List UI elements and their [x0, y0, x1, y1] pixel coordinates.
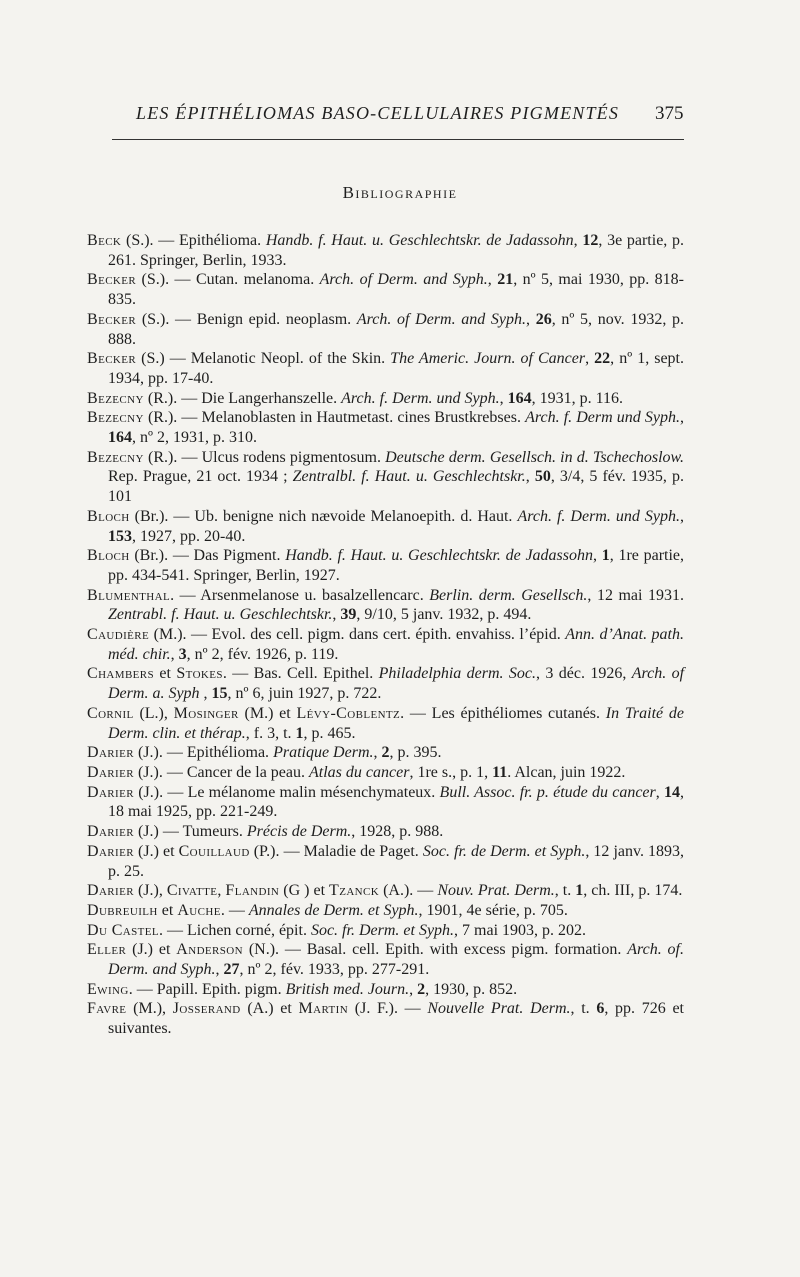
header-rule [112, 139, 684, 140]
bibliography-entry [87, 921, 684, 941]
entry-text: , [373, 744, 382, 762]
entry-text: , 3/4, 5 fév. 1935, p. 101 [108, 468, 685, 506]
entry-text: (G ) et [279, 882, 330, 900]
publication-title: Soc. fr. Derm. et Syph. [310, 921, 455, 939]
author-name: Bezecny [87, 389, 144, 407]
entry-text: , 18 mai 1925, pp. 221-249. [108, 783, 685, 821]
entry-text: , 1re s., p. 1, [409, 763, 493, 781]
author-name: Bezecny [87, 448, 144, 466]
publication-title: In Traité de Derm. clin. et thérap. [108, 704, 684, 742]
entry-text: , [573, 232, 583, 249]
entry-text: (R.). — Ulcus rodens pigmentosum. [143, 448, 386, 466]
author-name: Josserand [172, 1000, 241, 1018]
bibliography-entry [87, 389, 684, 409]
publication-title: Arch. f. Derm. und Syph. [341, 389, 500, 407]
entry-text: , [170, 645, 179, 663]
entry-text: (P.). — Maladie de Paget. [249, 842, 423, 860]
volume-number: 1 [575, 882, 584, 900]
publication-title: Philadelphia derm. Soc. [378, 665, 537, 683]
author-name: Anderson [176, 941, 243, 959]
entry-text: et [157, 901, 178, 919]
entry-text: , [199, 685, 212, 703]
bibliography-entry [87, 270, 684, 309]
entry-text: (J.) et [126, 941, 177, 959]
publication-title: Arch. of. Derm. and Syph. [108, 941, 685, 979]
bibliography-entry [87, 704, 684, 743]
publication-title: Zentralbl. f. Haut. u. Geschlechtskr. [292, 468, 526, 486]
bibliography-entry [87, 507, 684, 546]
entry-text: (J.). — Epithélioma. [133, 744, 274, 762]
entry-text: . — Lichen corné, épit. [159, 921, 311, 939]
entry-text: , 1901, 4e série, p. 705. [418, 901, 568, 919]
entry-text: . — [220, 901, 249, 919]
entry-text: , [487, 271, 498, 289]
publication-title: The Americ. Journ. of Cancer [390, 350, 586, 368]
author-name: Favre [87, 1000, 127, 1018]
publication-title: Handb. f. Haut. u. Geschlechtskr. de Jadassohn [285, 547, 594, 565]
author-name: Ewing [87, 980, 129, 998]
entry-text: , [332, 606, 341, 624]
bibliography-entry [87, 842, 684, 881]
author-name: Darier [87, 842, 134, 860]
author-name: Blumenthal [87, 586, 171, 604]
author-name: Beck [87, 232, 122, 249]
bibliography-entry [87, 546, 684, 585]
entry-text: , nº 2, fév. 1933, pp. 277-291. [239, 961, 430, 979]
author-name: Du Castel [87, 921, 159, 939]
entry-text: , 7 mai 1903, p. 202. [454, 921, 587, 939]
entry-text: , nº 2, 1931, p. 310. [132, 429, 257, 447]
entry-text: , [585, 350, 595, 368]
author-name: Darier [87, 763, 134, 781]
publication-title: Arch. of Derm. and Syph. [319, 271, 488, 289]
entry-text: , [525, 468, 535, 486]
author-name: Dubreuilh [87, 901, 158, 919]
author-name: Darier [87, 823, 134, 841]
running-header [0, 103, 800, 133]
publication-title: Arch. f. Derm. und Syph. [517, 507, 680, 525]
publication-title: Handb. f. Haut. u. Geschlechtskr. de Jadassohn [265, 232, 574, 249]
volume-number: 6 [596, 1000, 605, 1018]
entry-text: , [655, 783, 665, 801]
bibliography-entry [87, 586, 684, 625]
entry-text: , 3 déc. 1926, [536, 665, 632, 683]
volume-number: 14 [664, 783, 681, 801]
volume-number: 153 [108, 527, 132, 545]
entry-text: , 12 janv. 1893, p. 25. [108, 842, 685, 880]
publication-title: Arch. f. Derm und Syph. [525, 409, 680, 427]
bibliography-entry [87, 743, 684, 763]
publication-title: Précis de Derm. [246, 823, 352, 841]
entry-text: , [680, 409, 684, 427]
entry-text: , 9/10, 5 janv. 1932, p. 494. [356, 606, 532, 624]
entry-text: (Br.). — Ub. benigne nich nævoide Melanoepith. d. Haut. [129, 507, 518, 525]
entry-text: , [593, 547, 602, 565]
entry-text: , nº 6, juin 1927, p. 722. [227, 685, 382, 703]
bibliography-entry [87, 231, 684, 270]
volume-number: 15 [211, 685, 228, 703]
author-name: Lévy-Coblentz [296, 704, 401, 722]
publication-title: Deutsche derm. Gesellsch. in d. Tschechoslow. [385, 448, 685, 466]
author-name: Couillaud [178, 842, 250, 860]
entry-text: (J.) — Tumeurs. [133, 823, 247, 841]
publication-title: Pratique Derm. [273, 744, 374, 762]
section-title: Bibliographie [342, 183, 458, 202]
publication-title: Soc. fr. de Derm. et Syph. [422, 842, 586, 860]
entry-text: (R.). — Melanoblasten in Hautmetast. cines Brustkrebses. [143, 409, 526, 427]
entry-text: , 1re partie, pp. 434-541. Springer, Berlin, 1927. [108, 547, 685, 584]
entry-text: (L.), [133, 704, 174, 722]
volume-number: 39 [340, 606, 357, 624]
bibliography-entry [87, 310, 684, 349]
entry-text: (J.). — Le mélanome malin mésenchymateux. [133, 783, 440, 801]
entry-text: (S.). — Epithélioma. [121, 232, 266, 249]
author-name: Stokes [176, 665, 223, 683]
bibliography-entry [87, 783, 684, 822]
entry-text: (M.). — Evol. des cell. pigm. dans cert. épith. envahiss. l’épid. [149, 626, 566, 644]
entry-text: (J.). — Cancer de la peau. [133, 763, 310, 781]
publication-title: Atlas du cancer [309, 763, 410, 781]
entry-text: , 1931, p. 116. [531, 389, 624, 407]
bibliography-entry [87, 349, 684, 388]
author-name: Auche [177, 901, 221, 919]
entry-text: (M.), [126, 1000, 173, 1018]
author-name: Darier [87, 783, 134, 801]
author-name: Becker [87, 350, 137, 368]
entry-text: , nº 5, nov. 1932, p. 888. [108, 310, 685, 348]
bibliography-entry [87, 763, 684, 783]
volume-number: 164 [108, 429, 132, 447]
volume-number: 22 [594, 350, 611, 368]
volume-number: 1 [601, 547, 610, 565]
author-name: Bloch [87, 547, 130, 565]
entry-text: (J. F.). — [348, 1000, 428, 1018]
bibliography-entry [87, 980, 684, 1000]
entry-text: , t. [554, 882, 576, 900]
volume-number: 2 [417, 980, 426, 998]
entry-text: , p. 395. [389, 744, 442, 762]
bibliography-entry [87, 881, 684, 901]
publication-title: Arch. of Derm. a. Syph [108, 665, 685, 703]
author-name: Bezecny [87, 409, 144, 427]
author-name: Mosinger [173, 704, 239, 722]
volume-number: 27 [223, 961, 240, 979]
entry-text: . — Bas. Cell. Epithel. [222, 665, 379, 683]
entry-text: , t. [570, 1000, 597, 1018]
author-name: Darier [87, 744, 134, 762]
entry-text: , [215, 961, 224, 979]
publication-title: Ann. d’Anat. path. méd. chir. [108, 626, 685, 663]
entry-text: (S.) — Melanotic Neopl. of the Skin. [136, 350, 391, 368]
author-name: Caudière [87, 626, 150, 644]
entry-text: , 1927, pp. 20-40. [132, 527, 246, 545]
page-number: 375 [655, 103, 684, 124]
author-name: Civatte [166, 882, 218, 900]
entry-text: (S.). — Cutan. melanoma. [136, 271, 320, 289]
author-name: Chambers [87, 665, 155, 683]
bibliography-list [87, 231, 684, 1039]
publication-title: Arch. of Derm. and Syph. [356, 310, 527, 328]
entry-text: , nº 1, sept. 1934, pp. 17-40. [108, 350, 684, 387]
bibliography-entry [87, 999, 684, 1038]
author-name: Becker [87, 310, 137, 328]
bibliography-entry [87, 940, 684, 979]
entry-text: , [526, 310, 536, 328]
author-name: Tzanck [329, 882, 380, 900]
entry-text: . — Les épithéliomes cutanés. [400, 704, 606, 722]
entry-text: , ch. III, p. 174. [583, 882, 683, 900]
publication-title: Annales de Derm. et Syph. [248, 901, 419, 919]
author-name: Eller [87, 941, 127, 959]
volume-number: 21 [497, 271, 514, 289]
entry-text: , 3e partie, p. 261. Springer, Berlin, 1933. [108, 232, 685, 269]
entry-text: (Br.). — Das Pigment. [129, 547, 286, 565]
author-name: Bloch [87, 507, 130, 525]
bibliography-entry [87, 822, 684, 842]
running-title: LES ÉPITHÉLIOMAS BASO-CELLULAIRES PIGMENTÉS [136, 103, 620, 123]
volume-number: 2 [381, 744, 390, 762]
bibliography-entry [87, 448, 684, 507]
entry-text: , nº 5, mai 1930, pp. 818-835. [108, 271, 684, 309]
entry-text: (M.) et [238, 704, 297, 722]
entry-text: . — Arsenmelanose u. basalzellencarc. [170, 586, 430, 604]
entry-text: , f. 3, t. [245, 724, 296, 742]
volume-number: 26 [535, 310, 552, 328]
volume-number: 3 [178, 645, 187, 663]
author-name: Cornil [87, 704, 134, 722]
entry-text: (J.), [133, 882, 167, 900]
volume-number: 164 [507, 389, 532, 407]
entry-text: (A.) et [240, 1000, 299, 1018]
bibliography-entry [87, 408, 684, 447]
entry-text: , 12 mai 1931. [587, 586, 685, 604]
entry-text: . Alcan, juin 1922. [507, 763, 626, 781]
volume-number: 11 [492, 763, 508, 781]
entry-text: , [680, 507, 684, 525]
entry-text: , [499, 389, 508, 407]
publication-title: Nouvelle Prat. Derm. [427, 1000, 571, 1018]
entry-text: (A.). — [379, 882, 438, 900]
bibliography-entry [87, 625, 684, 664]
entry-text: Rep. Prague, 21 oct. 1934 ; [108, 468, 293, 486]
bibliography-entry [87, 901, 684, 921]
publication-title: Bull. Assoc. fr. p. étude du cancer [439, 783, 656, 801]
volume-number: 50 [534, 468, 551, 486]
bibliography-entry [87, 664, 684, 703]
author-name: Flandin [225, 882, 280, 900]
entry-text: (S.). — Benign epid. neoplasm. [136, 310, 357, 328]
entry-text: , nº 2, fév. 1926, p. 119. [186, 645, 339, 663]
entry-text: (R.). — Die Langerhanszelle. [143, 389, 342, 407]
entry-text: (N.). — Basal. cell. Epith. with excess pigm. formation. [242, 941, 628, 959]
volume-number: 12 [582, 232, 599, 249]
entry-text: et [154, 665, 177, 683]
publication-title: Zentrabl. f. Haut. u. Geschlechtskr. [108, 606, 333, 624]
author-name: Darier [87, 882, 134, 900]
author-name: Becker [87, 271, 137, 289]
entry-text: , 1930, p. 852. [425, 980, 518, 998]
entry-text: , [409, 980, 418, 998]
publication-title: British med. Journ. [285, 980, 410, 998]
entry-text: , p. 465. [303, 724, 356, 742]
publication-title: Berlin. derm. Gesellsch. [429, 586, 588, 604]
entry-text: , 1928, p. 988. [351, 823, 444, 841]
entry-text: . — Papill. Epith. pigm. [128, 980, 286, 998]
entry-text: (J.) et [133, 842, 179, 860]
entry-text: , pp. 726 et suivantes. [108, 1000, 685, 1038]
publication-title: Nouv. Prat. Derm. [437, 882, 555, 900]
author-name: Martin [298, 1000, 349, 1018]
entry-text: , [217, 882, 226, 900]
volume-number: 1 [295, 724, 304, 742]
